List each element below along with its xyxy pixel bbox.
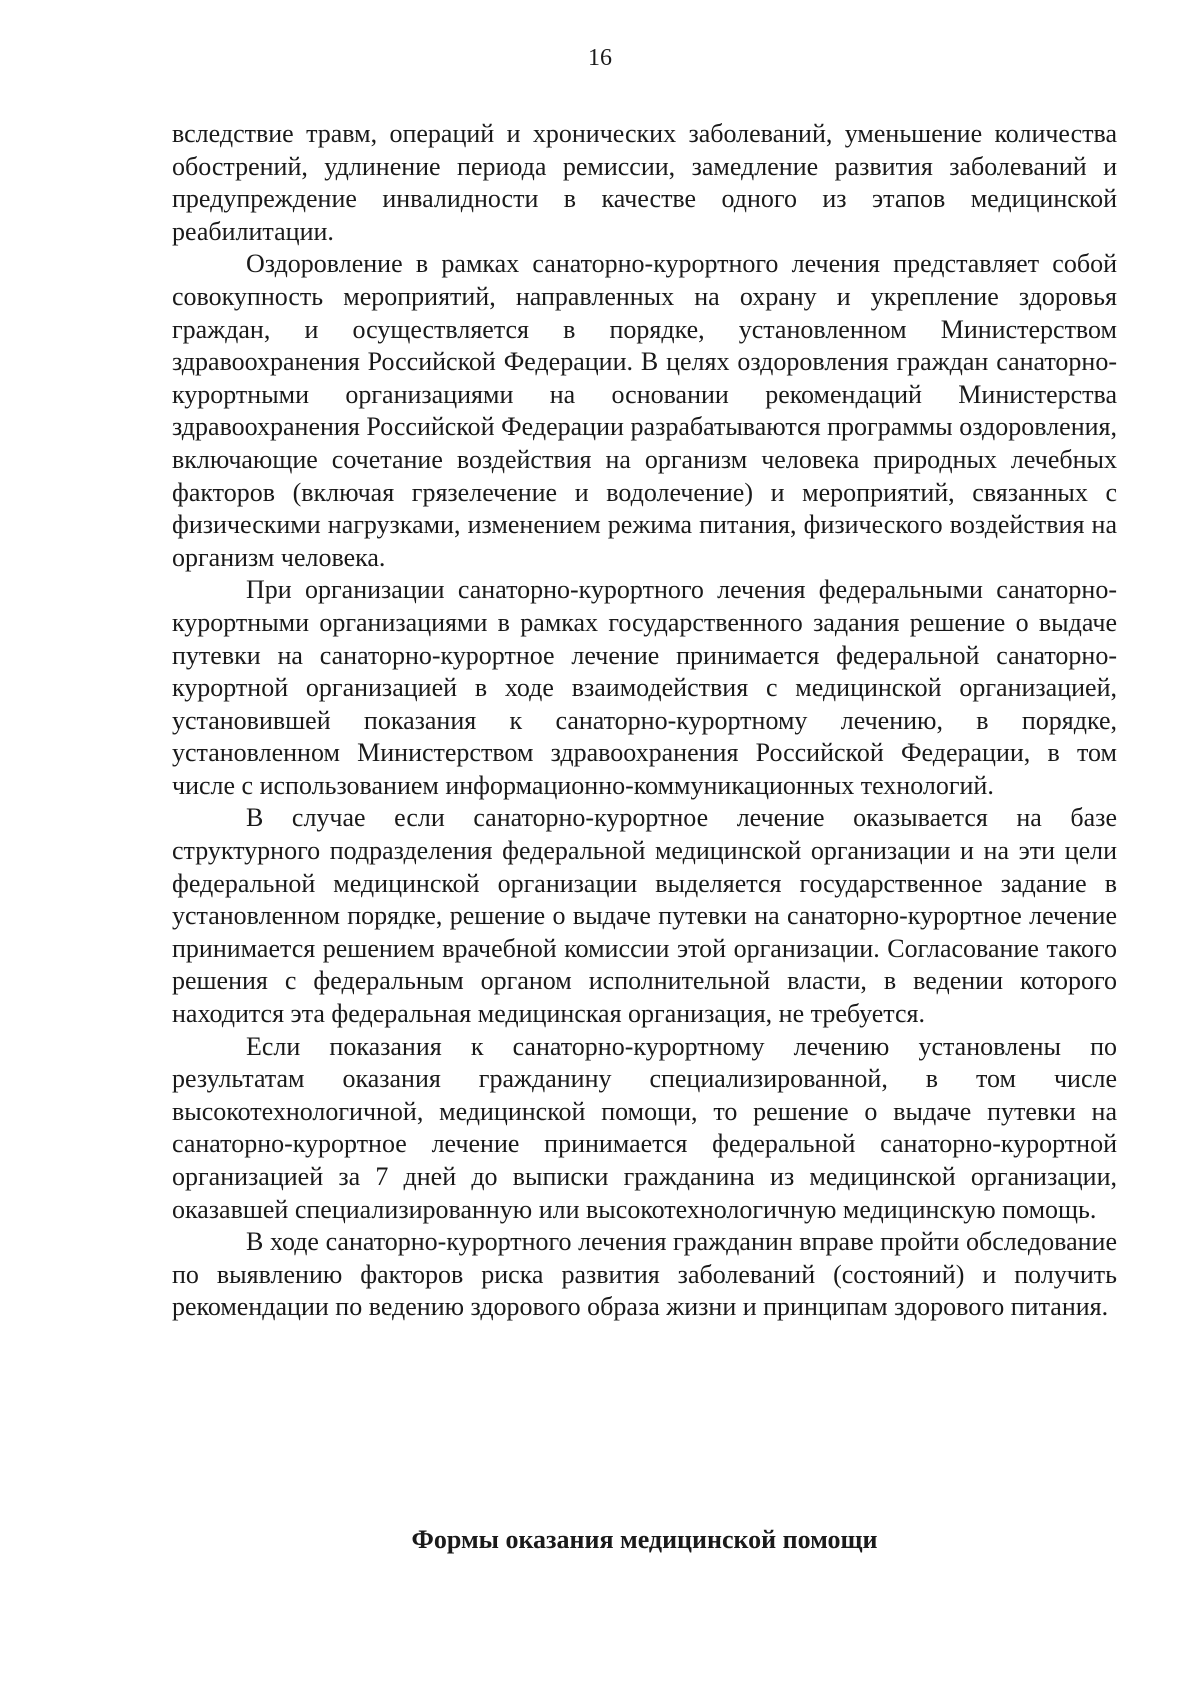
- document-body: [172, 118, 1117, 1324]
- paragraph-specialized-care: Если показания к санаторно-курортному лечению установлены по результатам оказания гражданину специализированной, в том числе высокотехнологичной, медицинской помощи, то решение о выдаче путевки на санаторно-курортное лечение принимается федеральной санаторно-курортной организацией за 7 дней до выписки гражданина из медицинской организации, оказавшей специализированную или высокотехнологичную медицинскую помощь.: [172, 1031, 1117, 1224]
- section-heading: Формы оказания медицинской помощи: [411, 1525, 878, 1554]
- paragraph-recovery-program: Оздоровление в рамках санаторно-курортного лечения представляет собой совокупность мероприятий, направленных на охрану и укрепление здоровья граждан, и осуществляется в порядке, установленном Министерством здравоохранения Российской Федерации. В целях оздоровления граждан санаторно-курортными организациями на основании рекомендаций Министерства здравоохранения Российской Федерации разрабатываются программы оздоровления, включающие сочетание воздействия на организм человека природных лечебных факторов (включая грязелечение и водолечение) и мероприятий, связанных с физическими нагрузками, изменением режима питания, физического воздействия на организм человека.: [172, 249, 1117, 572]
- page-number: 16: [588, 45, 612, 71]
- paragraph-risk-screening: В ходе санаторно-курортного лечения гражданин вправе пройти обследование по выявлению факторов риска развития заболеваний (состояний) и получить рекомендации по ведению здорового образа жизни и принципам здорового питания.: [172, 1227, 1117, 1322]
- paragraph-federal-organizations: При организации санаторно-курортного лечения федеральными санаторно-курортными организациями в рамках государственного задания решение о выдаче путевки на санаторно-курортное лечение принимается федеральной санаторно-курортной организацией в ходе взаимодействия с медицинской организацией, установившей показания к санаторно-курортному лечению, в порядке, установленном Министерством здравоохранения Российской Федерации, в том числе с использованием информационно-коммуникационных технологий.: [172, 575, 1117, 800]
- paragraph-continuation: вследствие травм, операций и хронических заболеваний, уменьшение количества обострений, удлинение периода ремиссии, замедление развития заболеваний и предупреждение инвалидности в качестве одного из этапов медицинской реабилитации.: [172, 119, 1117, 246]
- paragraph-structural-unit: В случае если санаторно-курортное лечение оказывается на базе структурного подразделения федеральной медицинской организации и на эти цели федеральной медицинской организации выделяется государственное задание в установленном порядке, решение о выдаче путевки на санаторно-курортное лечение принимается решением врачебной комиссии этой организации. Согласование такого решения с федеральным органом исполнительной власти, в ведении которого находится эта федеральная медицинская организация, не требуется.: [172, 803, 1117, 1029]
